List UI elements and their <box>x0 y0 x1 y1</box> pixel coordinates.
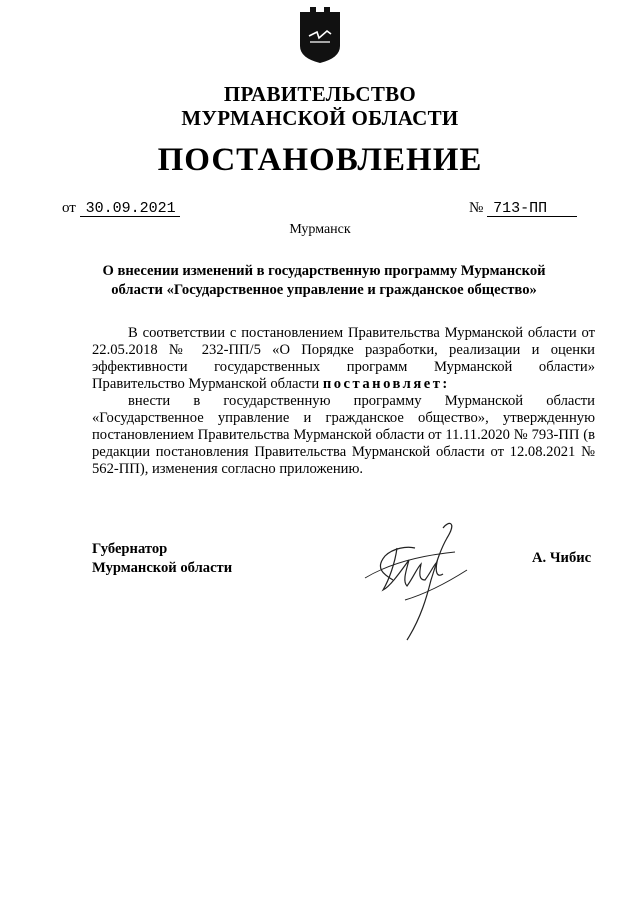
date-value: 30.09.2021 <box>80 201 180 217</box>
signer-name: А. Чибис <box>532 550 592 566</box>
signer-title <box>92 540 232 578</box>
resolves-word: постановляет: <box>322 376 450 392</box>
paragraph1-text: В соответствии с постановлением Правительства Мурманской области от 22.05.2018 № 232-ПП/5 «О Порядке разработки, реализации и оценки эффективности государственных программ Мурманской области» Правительство Мурманской области <box>92 325 595 392</box>
signer-title-line1: Губернатор <box>92 541 168 557</box>
city: Мурманск <box>289 222 351 237</box>
coat-of-arms-icon <box>297 6 343 64</box>
body-paragraph-2: внести в государственную программу Мурманской области «Государственное управление и гражданское общество», утвержденную постановлением Правительства Мурманской области от 11.11.2020 № 793-ПП (в редакции постановления Правительства Мурманской области от 12.08.2021 № 562-ПП), изменения согласно приложению. <box>92 393 595 477</box>
subject-line1: О внесении изменений в государственную программу Мурманской <box>102 263 546 279</box>
document-body <box>92 325 595 478</box>
number-prefix: № <box>469 200 484 216</box>
government-title-line1: ПРАВИТЕЛЬСТВО <box>223 82 417 106</box>
document-number <box>469 200 577 217</box>
handwritten-signature-icon <box>345 508 480 646</box>
subject-line2: области «Государственное управление и гражданское общество» <box>111 282 537 298</box>
document-type: ПОСТАНОВЛЕНИЕ <box>157 142 483 178</box>
document-subject <box>84 262 564 300</box>
body-paragraph-1 <box>92 325 595 393</box>
government-title-line2: МУРМАНСКОЙ ОБЛАСТИ <box>181 106 459 130</box>
date-prefix: от <box>62 200 76 216</box>
signer-title-line2: Мурманской области <box>92 560 233 576</box>
number-value: 713-ПП <box>487 201 577 217</box>
document-date <box>62 200 180 217</box>
